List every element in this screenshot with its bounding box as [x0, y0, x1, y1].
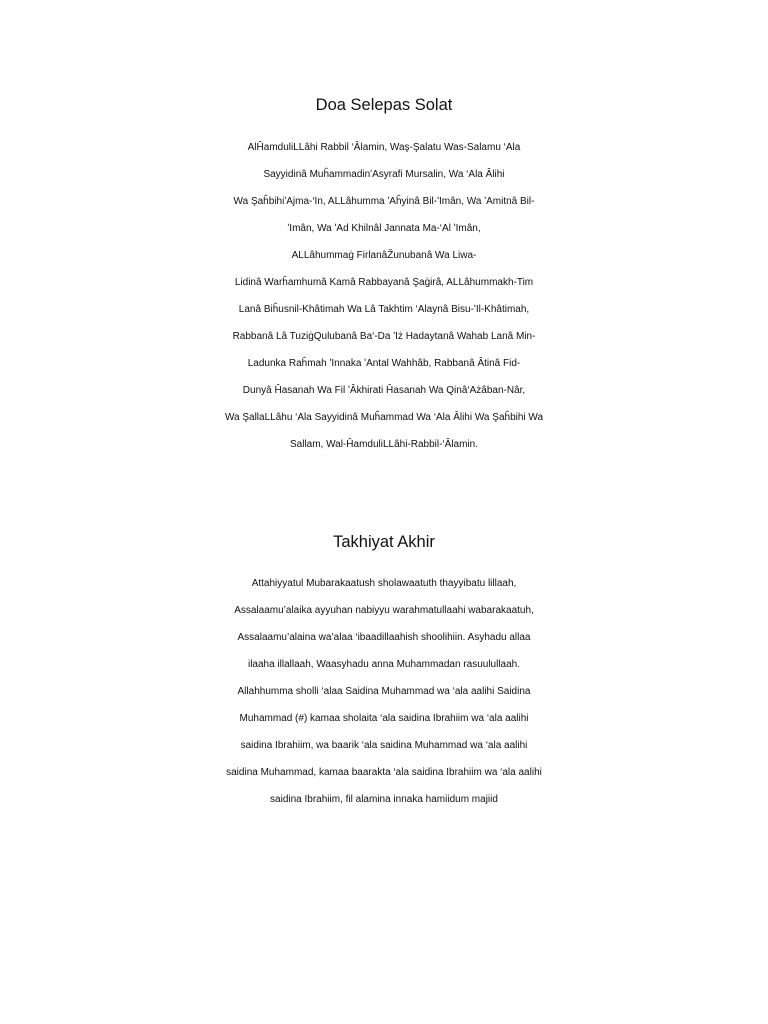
text-line: ALLâhummaġ FirlanâŽunubanâ Wa Liwa- — [291, 250, 477, 261]
text-line: Dunyâ Ĥasanah Wa Fil ʹÂkhirati Ĥasanah Wa Qinâ‘Ażâban-Nâr, — [242, 385, 526, 396]
doa-selepas-solat-text — [0, 134, 768, 458]
text-line: saidina Muhammad, kamaa baarakta ‘ala saidina Ibrahiim wa ‘ala aalihi — [226, 767, 542, 778]
text-line: saidina Ibrahiim, fil alamina innaka hamiidum majiid — [270, 794, 498, 805]
text-line: Sallam, Wal-ĤamduliLLâhi-Rabbil-‘Âlamin. — [289, 439, 479, 450]
text-line: Rabbanâ Lâ TuziġQulubanâ Ba‘-Da ʹIż Hadaytanâ Wahab Lanâ Min- — [232, 331, 536, 342]
text-line: Wa ŞallaLLâhu ‘Ala Sayyidinâ Muĥammad Wa ‘Ala Âlihi Wa Şaĥbihi Wa — [224, 412, 544, 423]
section-title-doa-selepas-solat: Doa Selepas Solat — [315, 96, 453, 114]
section-title-takhiyat-akhir: Takhiyat Akhir — [333, 533, 435, 551]
text-line: Wa ŞaĥbihiʹAjma-‘In, ALLâhumma ʹAĥyinâ Bil-ʹImân, Wa ʹAmitnâ Bil- — [233, 196, 535, 207]
text-line: Attahiyyatul Mubarakaatush sholawaatuth thayyibatu lillaah, — [251, 578, 517, 589]
text-line: Lanâ Biĥusnil-Khâtimah Wa Lâ Takhtim ‘Alaynâ Bisu-ʹIl-Khâtimah, — [238, 304, 530, 315]
text-line: Muhammad (#) kamaa sholaita ‘ala saidina Ibrahiim wa ‘ala aalihi — [239, 713, 529, 724]
text-line: Assalaamu’alaina wa’alaa ‘ibaadillaahish shoolihiin. Asyhadu allaa — [237, 632, 531, 643]
text-line: Lidinâ Warĥamhumâ Kamâ Rabbayanâ Şaġirâ, ALLâhummakh-Tim — [234, 277, 534, 288]
text-line: ilaaha illallaah, Waasyhadu anna Muhammadan rasuulullaah. — [247, 659, 521, 670]
takhiyat-akhir-text — [0, 570, 768, 813]
text-line: Assalaamu’alaika ayyuhan nabiyyu warahmatullaahi wabarakaatuh, — [234, 605, 534, 616]
text-line: ʹImân, Wa ʹAd Khilnâl Jannata Ma-‘Al ʹImân, — [287, 223, 481, 234]
text-line: Sayyidinâ MuĥammadinʹAsyrafi Mursalin, Wa ‘Ala Âlihi — [263, 169, 505, 180]
text-line: Allahhumma sholli ‘alaa Saidina Muhammad wa ‘ala aalihi Saidina — [237, 686, 531, 697]
text-line: Ladunka Raĥmah ʹInnaka ʹAntal Wahhâb, Rabbanâ Âtinâ Fid- — [247, 358, 521, 369]
text-line: AlĤamduliLLâhi Rabbil ‘Âlamin, Waş-Şalatu Was-Salamu ‘Ala — [247, 142, 521, 153]
text-line: saidina Ibrahiim, wa baarik ‘ala saidina Muhammad wa ‘ala aalihi — [240, 740, 528, 751]
